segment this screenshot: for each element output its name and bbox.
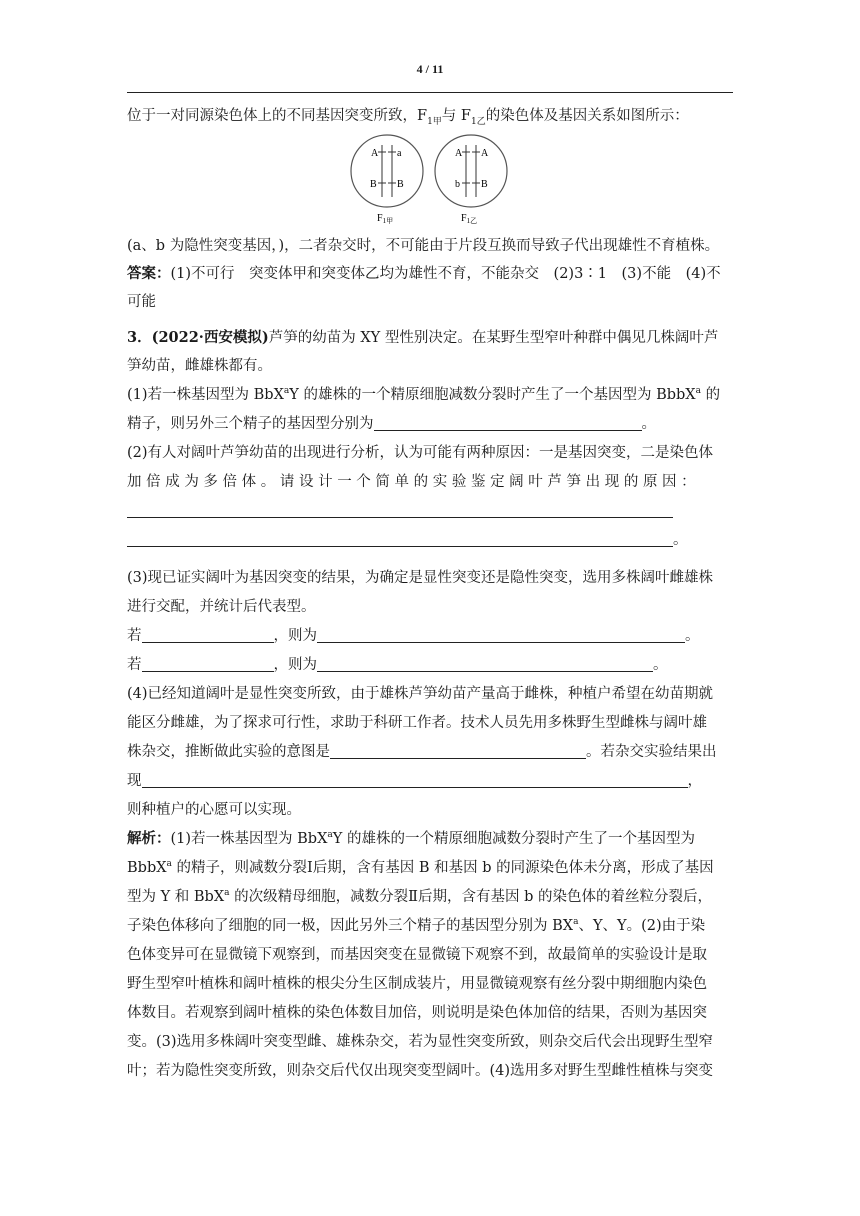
q3-2-blank-2: 。 — [127, 530, 688, 550]
caption-right: $F_{1乙}$ — [461, 213, 478, 225]
answer-line-2: 可能 — [127, 294, 156, 310]
analysis-line-2: BbbX$^a$ 的精子，则减数分裂Ⅰ后期，含有基因 B 和基因 b 的同源染色体未分离，形成了基因 — [127, 859, 714, 876]
answer-text-1: (1)不可行 突变体甲和突变体乙均为雄性不育，不能杂交 (2)3∶1 (3)不能 (4)不 — [170, 266, 721, 282]
q3-4-line-3: 株杂交，推断做此实验的意图是 。若杂交实验结果出 — [127, 744, 717, 760]
note-line: (a、b 为隐性突变基因，)，二者杂交时，不可能由于片段互换而导致子代出现雄性不育植株。 — [127, 238, 720, 254]
label-left-top-r: a — [397, 148, 402, 159]
q3-line-2: 笋幼苗，雌雄株都有。 — [127, 358, 272, 374]
blank-q3-4a[interactable] — [330, 743, 586, 759]
q3-2-line-1: (2)有人对阔叶芦笋幼苗的出现进行分析，认为可能有两种原因：一是基因突变，二是染色体 — [127, 445, 714, 461]
analysis-line-1: 解析：(1)若一株基因型为 BbX$^a$Y 的雄株的一个精原细胞减数分裂时产生了一个基因型为 — [127, 830, 695, 847]
q3-line1-rest: 芦笋的幼苗为 XY 型性别决定。在某野生型窄叶种群中偶见几株阔叶芦 — [268, 330, 719, 346]
answer-line-1 — [127, 264, 721, 284]
q3-line-1 — [127, 328, 718, 348]
q3-number: 3． — [127, 329, 152, 346]
caption-left: $F_{1甲}$ — [377, 213, 394, 225]
q3-4-line-1: (4)已经知道阔叶是显性突变所致，由于雄株芦笋幼苗产量高于雌株，种植户希望在幼苗期就 — [127, 686, 714, 702]
q3-3-line-2: 进行交配，并统计后代表型。 — [127, 599, 316, 615]
analysis-line-3: 型为 Y 和 BbX$^a$ 的次级精母细胞，减数分裂Ⅱ后期，含有基因 b 的染色体的着丝粒分裂后， — [127, 888, 713, 905]
intro-text: 位于一对同源染色体上的不同基因突变所致，F — [127, 108, 428, 124]
page-number: 4 / 11 — [416, 62, 444, 76]
header-rule — [127, 92, 733, 93]
analysis-label: 解析： — [127, 830, 171, 847]
blank-q3-3b[interactable] — [317, 627, 685, 643]
analysis-line-7: 体数目。若观察到阔叶植株的染色体数目加倍，则说明是染色体加倍的结果，否则为基因突 — [127, 1005, 707, 1021]
label-right-top-l: A — [455, 148, 463, 159]
q3-1-line-2: 精子，则另外三个精子的基因型分别为 。 — [127, 416, 656, 432]
blank-q3-2b[interactable] — [127, 531, 673, 547]
intro-line — [127, 106, 689, 126]
label-right-bot-l: b — [455, 179, 460, 190]
q3-3-if-1: 若 ，则为 。 — [127, 628, 700, 644]
chromosome-diagram — [347, 133, 517, 229]
label-left-top-l: A — [371, 148, 379, 159]
label-right-top-r: A — [481, 148, 489, 159]
blank-q3-2a[interactable] — [127, 502, 673, 518]
blank-q3-3d[interactable] — [317, 656, 653, 672]
analysis-line-9: 叶；若为隐性突变所致，则杂交后代仅出现突变型阔叶。(4)选用多对野生型雌性植株与突变 — [127, 1063, 714, 1079]
q3-2-blank-1 — [127, 501, 673, 521]
intro-mid: 与 F — [441, 108, 471, 124]
q3-3-if-2: 若 ，则为 。 — [127, 657, 668, 673]
blank-q3-3c[interactable] — [142, 656, 274, 672]
analysis-line-6: 野生型窄叶植株和阔叶植株的根尖分生区制成装片，用显微镜观察有丝分裂中期细胞内染色 — [127, 976, 707, 992]
label-left-bot-l: B — [370, 179, 377, 190]
q3-4-line-2: 能区分雌雄，为了探求可行性，求助于科研工作者。技术人员先用多株野生型雌株与阔叶雄 — [127, 715, 707, 731]
cell-left — [351, 135, 423, 225]
analysis-line-4: 子染色体移向了细胞的同一极，因此另外三个精子的基因型分别为 $BX^a$、Y、Y。(2)由于染 — [127, 917, 706, 934]
q3-3-line-1: (3)现已证实阔叶为基因突变的结果，为确定是显性突变还是隐性突变，选用多株阔叶雌雄株 — [127, 570, 714, 586]
q3-4-line-4: 现 ， — [127, 773, 702, 789]
q3-2-line-2: 加 倍 成 为 多 倍 体 。 请 设 计 一 个 简 单 的 实 验 鉴 定 阔 叶 芦 笋 出 现 的 原 因 ： — [127, 474, 696, 490]
intro-sub1: 1甲 — [427, 116, 442, 127]
q3-1-line-1: (1)若一株基因型为 BbX$^a$Y 的雄株的一个精原细胞减数分裂时产生了一个基因型为 BbbX$^a$ 的 — [127, 386, 721, 403]
analysis-line-8: 变。(3)选用多株阔叶突变型雌、雄株杂交，若为显性突变所致，则杂交后代会出现野生型窄 — [127, 1034, 714, 1050]
intro-end: 的染色体及基因关系如图所示： — [485, 108, 689, 124]
q3-source: (2022·西安模拟) — [151, 329, 269, 346]
blank-q3-4b[interactable] — [142, 772, 688, 788]
analysis-line-5: 色体变异可在显微镜下观察到，而基因突变在显微镜下观察不到，故最简单的实验设计是取 — [127, 947, 707, 963]
q3-4-line-5: 则种植户的心愿可以实现。 — [127, 802, 301, 818]
cell-right — [435, 135, 507, 225]
blank-q3-3a[interactable] — [142, 627, 274, 643]
label-right-bot-r: B — [481, 179, 488, 190]
blank-q3-1[interactable] — [374, 415, 642, 431]
answer-label: 答案： — [127, 265, 171, 282]
intro-sub2: 1乙 — [470, 116, 486, 127]
label-left-bot-r: B — [397, 179, 404, 190]
